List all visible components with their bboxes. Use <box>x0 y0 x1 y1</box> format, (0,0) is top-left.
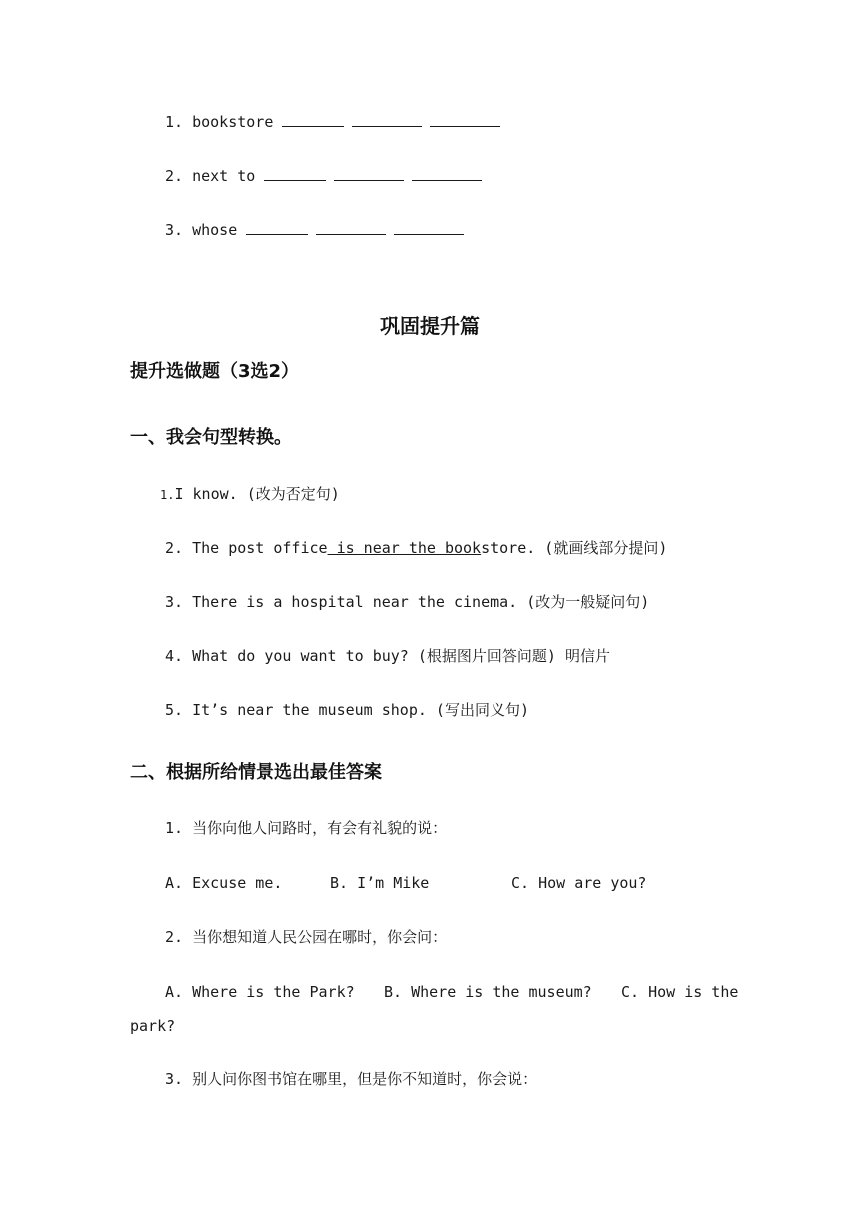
vocab-item-1 <box>165 112 508 132</box>
vocab-number: 2. <box>165 167 184 185</box>
question-text: 别人问你图书馆在哪里，但是你不知道时，你会说： <box>192 1070 538 1088</box>
vocab-item-3 <box>165 220 472 240</box>
part1-item-4 <box>165 646 610 666</box>
vocab-word: next to <box>192 167 256 185</box>
answer-blank[interactable] <box>394 220 464 235</box>
question-number: 2. <box>165 928 184 946</box>
part2-question-3 <box>165 1069 537 1089</box>
question-number: 3. <box>165 1070 184 1088</box>
question-text: 当你向他人问路时，有会有礼貌的说： <box>192 819 448 837</box>
part1-item-3 <box>165 592 649 612</box>
item-text-post: store. (就画线部分提问) <box>481 539 668 557</box>
item-text: I know. (改为否定句) <box>174 485 340 503</box>
item-text: There is a hospital near the cinema. (改为一般疑问句) <box>192 593 650 611</box>
item-number: 4. <box>165 647 184 665</box>
item-text-pre: The post office <box>192 539 328 557</box>
answer-blank[interactable] <box>412 166 482 181</box>
vocab-word: whose <box>192 221 238 239</box>
part2-question-1 <box>165 818 447 838</box>
item-number: 5. <box>165 701 184 719</box>
item-number: 3. <box>165 593 184 611</box>
option-2c-continuation: park? <box>130 1017 176 1035</box>
option-1a[interactable]: A. Excuse me. <box>165 874 283 892</box>
option-1c[interactable]: C. How are you? <box>511 874 647 892</box>
option-2b[interactable]: B. Where is the museum? <box>384 983 592 1001</box>
vocab-number: 1. <box>165 113 184 131</box>
underlined-phrase: is near the book <box>327 539 482 557</box>
vocab-word: bookstore <box>192 113 274 131</box>
option-1b[interactable]: B. I’m Mike <box>330 874 430 892</box>
option-2a[interactable]: A. Where is the Park? <box>165 983 355 1001</box>
part1-item-2 <box>165 538 667 558</box>
question-text: 当你想知道人民公园在哪时，你会问： <box>192 928 448 946</box>
question-number: 1. <box>165 819 184 837</box>
answer-blank[interactable] <box>246 220 308 235</box>
vocab-item-2 <box>165 166 490 186</box>
answer-blank[interactable] <box>352 112 422 127</box>
part1-title: 一、我会句型转换。 <box>130 427 292 448</box>
part1-item-1 <box>160 484 340 505</box>
answer-blank[interactable] <box>430 112 500 127</box>
item-text: It’s near the museum shop. (写出同义句) <box>192 701 529 719</box>
option-2c[interactable]: C. How is the <box>621 983 739 1001</box>
answer-blank[interactable] <box>282 112 344 127</box>
answer-blank[interactable] <box>264 166 326 181</box>
answer-blank[interactable] <box>316 220 386 235</box>
part1-item-5 <box>165 700 529 720</box>
part2-question-2 <box>165 927 447 947</box>
item-text: What do you want to buy? (根据图片回答问题) 明信片 <box>192 647 610 665</box>
item-number: 2. <box>165 539 184 557</box>
vocab-number: 3. <box>165 221 184 239</box>
part2-title: 二、根据所给情景选出最佳答案 <box>130 762 382 783</box>
subsection-title: 提升选做题（3选2） <box>130 361 300 382</box>
section-title: 巩固提升篇 <box>380 314 480 338</box>
item-number: 1. <box>160 488 175 502</box>
answer-blank[interactable] <box>334 166 404 181</box>
